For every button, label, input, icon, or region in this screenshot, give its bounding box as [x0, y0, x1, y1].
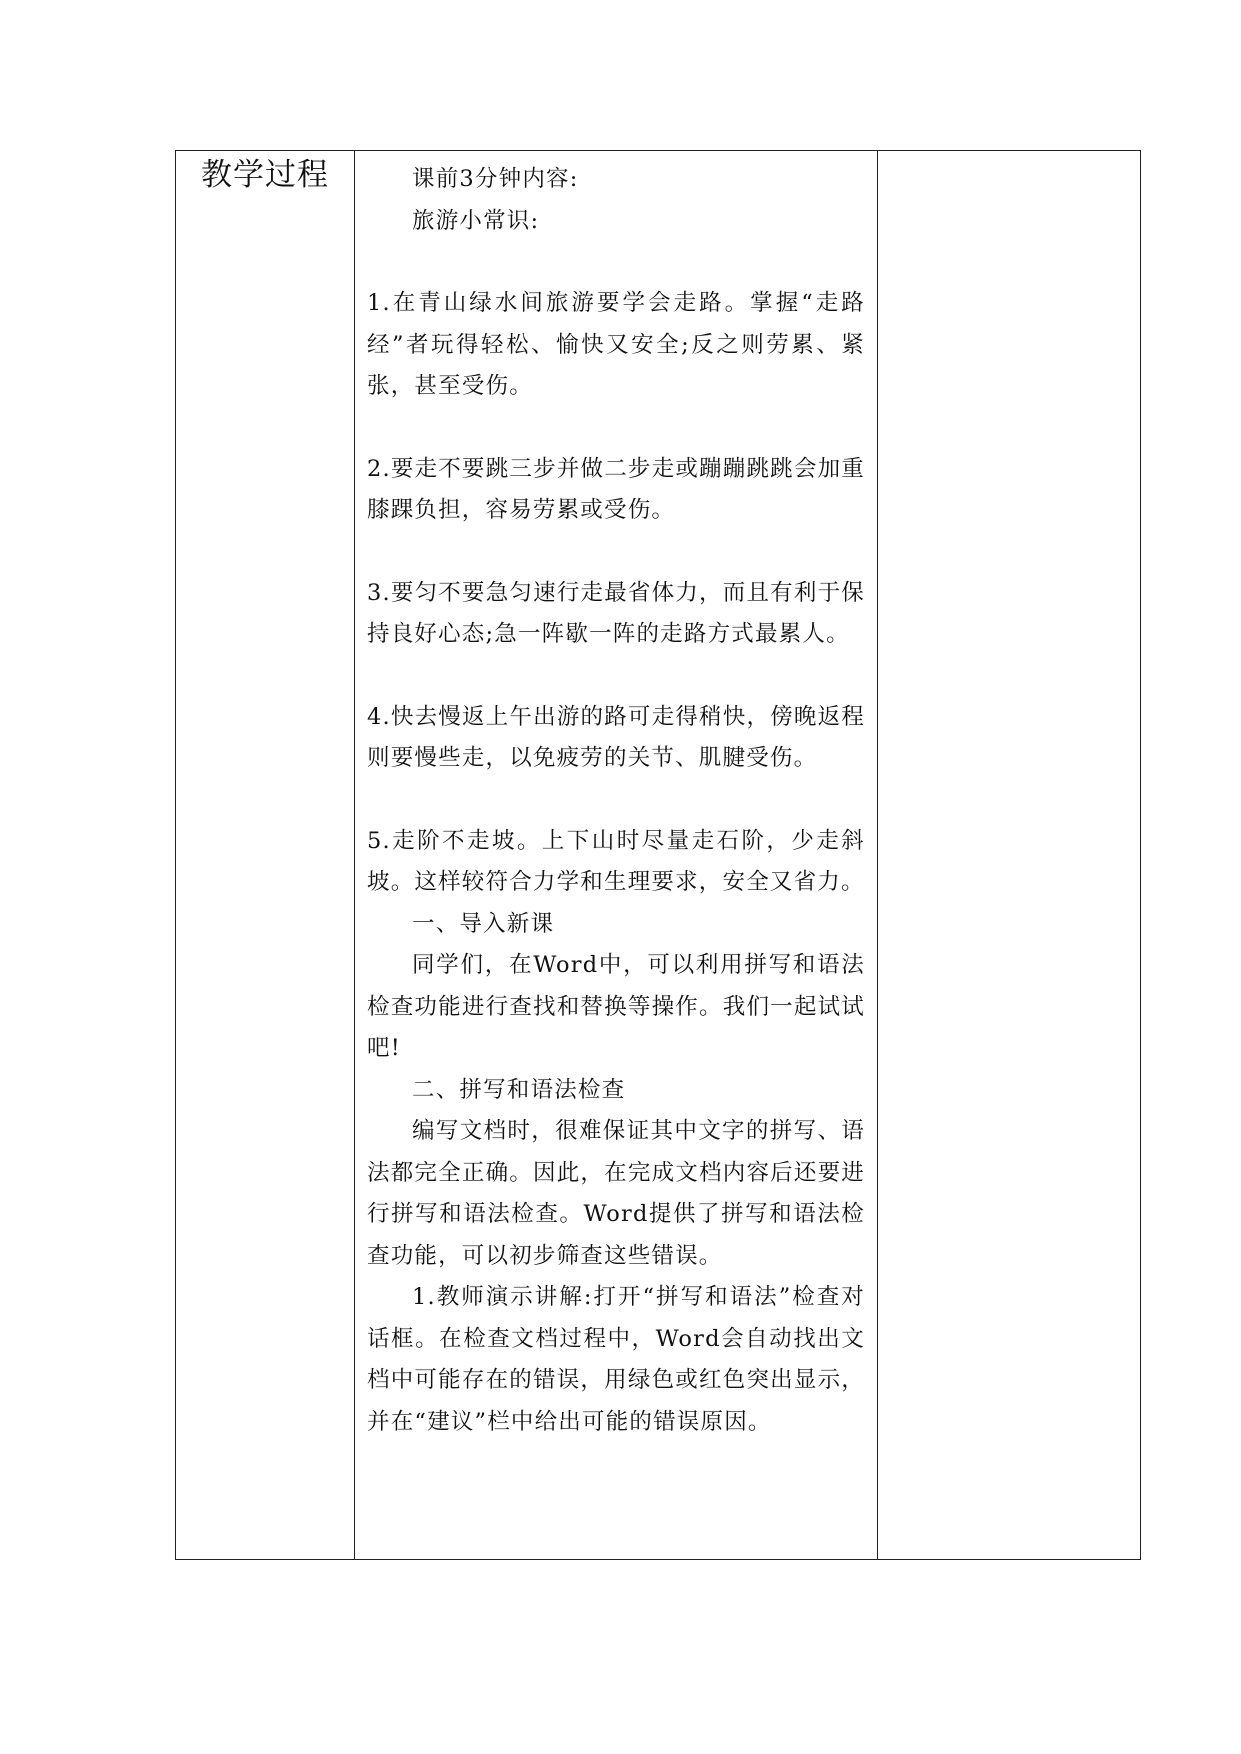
section-label: 教学过程 [201, 157, 329, 193]
section-label-cell [176, 151, 355, 1560]
pre-class-heading: 课前3分钟内容: [412, 166, 579, 192]
tip-5: 5.走阶不走坡。上下山时尽量走石阶，少走斜坡。这样较符合力学和生理要求，安全又省力。 [367, 827, 865, 895]
demo-paragraph: 1.教师演示讲解:打开“拼写和语法”检查对话框。在检查文档过程中，Word会自动找出文档中可能存在的错误，用绿色或红色突出显示，并在“建议”栏中给出可能的错误原因。 [367, 1284, 865, 1435]
section-heading-intro: 一、导入新课 [412, 910, 555, 937]
content-body [355, 151, 877, 1443]
table-row [176, 151, 1141, 1560]
tip-2: 2.要走不要跳三步并做二步走或蹦蹦跳跳会加重膝踝负担，容易劳累或受伤。 [367, 455, 865, 523]
section-heading-spellcheck: 二、拼写和语法检查 [412, 1076, 626, 1103]
notes-cell [878, 151, 1141, 1560]
tip-4: 4.快去慢返上午出游的路可走得稍快，傍晚返程则要慢些走，以免疲劳的关节、肌腱受伤。 [367, 703, 865, 771]
intro-paragraph: 同学们，在Word中，可以利用拼写和语法检查功能进行查找和替换等操作。我们一起试试吧! [367, 952, 865, 1061]
tip-3: 3.要匀不要急匀速行走最省体力，而且有利于保持良好心态;急一阵歇一阵的走路方式最累人。 [367, 579, 865, 647]
spellcheck-paragraph: 编写文档时，很难保证其中文字的拼写、语法都完全正确。因此，在完成文档内容后还要进行拼写和语法检查。Word提供了拼写和语法检查功能，可以初步筛查这些错误。 [367, 1118, 865, 1269]
content-cell [355, 151, 878, 1560]
tip-1: 1.在青山绿水间旅游要学会走路。掌握“走路经”者玩得轻松、愉快又安全;反之则劳累、紧张，甚至受伤。 [367, 290, 865, 399]
travel-tips-heading: 旅游小常识: [412, 207, 540, 234]
lesson-plan-table [175, 150, 1141, 1560]
